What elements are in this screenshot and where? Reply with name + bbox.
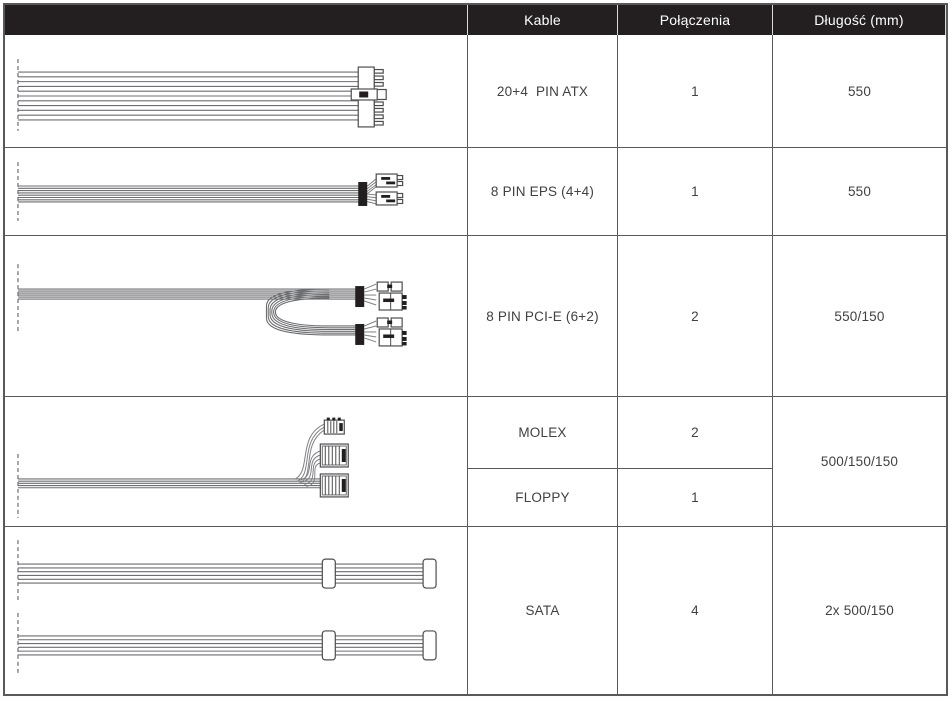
header-label-cable: Kable <box>524 12 561 28</box>
pcie-fan-wires-top <box>364 284 376 305</box>
connection-count: 2 <box>691 308 699 324</box>
sata-connector-bottom-mid <box>322 631 335 660</box>
illustration-cell-molex-floppy <box>5 397 468 527</box>
eps-wires <box>18 186 362 202</box>
cable-name: 8 PIN PCI-E (6+2) <box>486 308 599 324</box>
header-cell-cable <box>468 5 618 35</box>
connection-count: 1 <box>691 490 699 505</box>
floppy-connector <box>324 418 344 434</box>
header-label-length: Długość (mm) <box>814 12 904 28</box>
pcie-sleeve-band-top <box>355 286 364 307</box>
cable-name: SATA <box>525 603 560 618</box>
sata-wires-top <box>18 564 428 583</box>
eps-4plus4-connectors <box>376 174 402 205</box>
header-cell-illustration <box>5 5 468 35</box>
cable-name: FLOPPY <box>515 490 570 505</box>
eps-sleeve-band <box>358 182 367 206</box>
cable-length: 550 <box>847 184 872 199</box>
sata-connector-top-mid <box>322 559 335 588</box>
header-cell-connections <box>618 5 773 35</box>
illustration-cell-pcie <box>5 236 468 397</box>
pcie-sleeve-band-bottom <box>355 324 364 345</box>
cable-length: 2x 500/150 <box>825 603 894 618</box>
atx-wires <box>18 72 361 120</box>
connection-count: 1 <box>691 184 699 199</box>
sata-wires-bottom <box>18 636 428 655</box>
sata-connector-top-end <box>423 559 436 588</box>
molex-connector-middle <box>320 444 348 467</box>
molex-floppy-cable-illustration <box>5 397 467 526</box>
sata-connector-bottom-end <box>423 631 436 660</box>
connection-count: 1 <box>691 83 699 99</box>
atx-cable-illustration <box>5 35 467 147</box>
illustration-cell-eps <box>5 148 468 236</box>
connection-count: 4 <box>691 603 699 618</box>
header-cell-length <box>773 5 946 35</box>
cable-name: MOLEX <box>518 425 567 440</box>
cable-length-merged: 500/150/150 <box>820 454 899 469</box>
pcie-6plus2-connector-top <box>377 282 406 310</box>
molex-connector-bottom <box>320 474 348 497</box>
pcie-loop-wires <box>266 289 357 335</box>
cable-length: 550/150 <box>834 308 885 324</box>
molex-wires <box>18 479 322 488</box>
pcie-cable-illustration <box>5 236 467 396</box>
pcie-fan-wires-bottom <box>364 321 376 342</box>
connection-count: 2 <box>691 425 699 440</box>
cable-name: 20+4 PIN ATX <box>496 83 589 99</box>
eps-cable-illustration <box>5 148 467 235</box>
illustration-cell-sata <box>5 527 468 694</box>
header-label-connections: Połączenia <box>659 12 731 28</box>
atx-24pin-connector <box>351 67 386 127</box>
eps-fan-wires <box>366 178 377 204</box>
cable-length: 550 <box>847 83 872 99</box>
cable-name: 8 PIN EPS (4+4) <box>490 184 595 199</box>
sata-cable-illustration <box>5 527 467 694</box>
illustration-cell-atx <box>5 35 468 148</box>
pcie-6plus2-connector-bottom <box>377 318 406 346</box>
cable-spec-table <box>3 3 948 696</box>
